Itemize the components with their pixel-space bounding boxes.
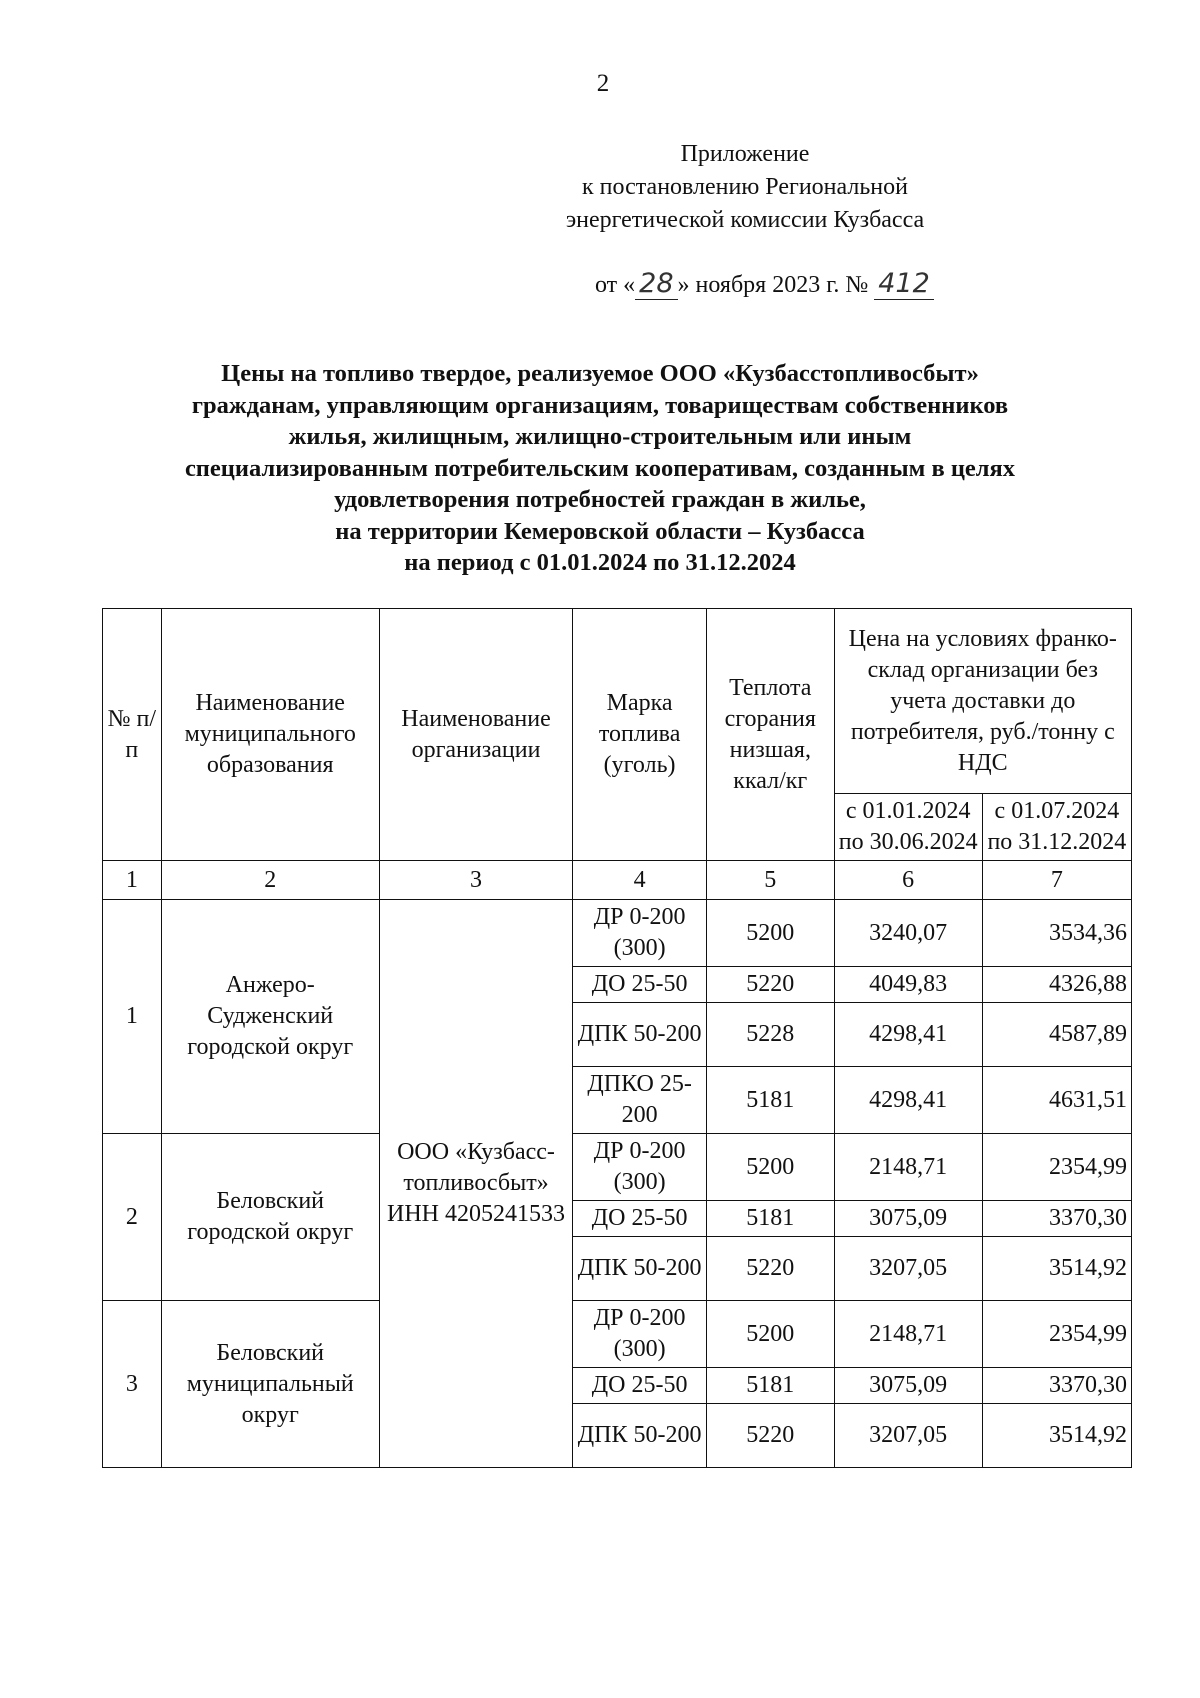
price-h1: 3075,09 — [834, 1201, 982, 1237]
column-number: 5 — [706, 861, 834, 900]
header-price-h1: с 01.01.2024 по 30.06.2024 — [834, 794, 982, 861]
title-line: гражданам, управляющим организациям, товариществам собственников — [191, 391, 1009, 419]
heat-value: 5200 — [706, 1134, 834, 1201]
price-h1: 3075,09 — [834, 1368, 982, 1404]
title-line: на период с 01.01.2024 по 31.12.2024 — [404, 549, 796, 576]
heat-value: 5220 — [706, 967, 834, 1003]
municipality-name: Анжеро-Судженский городской округ — [161, 900, 379, 1134]
heat-value: 5200 — [706, 1301, 834, 1368]
fuel-brand: ДО 25-50 — [573, 1368, 707, 1404]
fuel-brand: ДПК 50-200 — [573, 1404, 707, 1468]
header-organization: Наименование организации — [379, 609, 572, 861]
price-h2: 3534,36 — [982, 900, 1131, 967]
price-h2: 4326,88 — [982, 967, 1131, 1003]
price-h1: 4049,83 — [834, 967, 982, 1003]
heat-value: 5220 — [706, 1404, 834, 1468]
price-h2: 4631,51 — [982, 1067, 1131, 1134]
header-price-group: Цена на условиях франко-склад организации без учета доставки до потребителя, руб./тонну с НДС — [834, 609, 1131, 794]
table-row — [103, 1301, 1132, 1368]
prices-table — [102, 608, 1132, 1468]
price-h2: 4587,89 — [982, 1003, 1131, 1067]
annex-date — [595, 268, 1015, 300]
annex-line: Приложение — [680, 141, 810, 167]
table-row — [103, 900, 1132, 967]
organization-name: ООО «Кузбасс-топливосбыт» ИНН 4205241533 — [379, 900, 572, 1468]
header-num: № п/п — [103, 609, 162, 861]
column-number: 2 — [161, 861, 379, 900]
date-middle: » ноября 2023 г. № — [677, 272, 869, 298]
header-price-h2: с 01.07.2024 по 31.12.2024 — [982, 794, 1131, 861]
column-numbers-row — [103, 861, 1132, 900]
fuel-brand: ДР 0-200 (300) — [573, 1301, 707, 1368]
title-line: Цены на топливо твердое, реализуемое ООО «Кузбасстопливосбыт» — [221, 360, 979, 387]
price-h1: 4298,41 — [834, 1003, 982, 1067]
header-row — [103, 609, 1132, 794]
fuel-brand: ДПК 50-200 — [573, 1237, 707, 1301]
heat-value: 5181 — [706, 1201, 834, 1237]
title-line: специализированным потребительским кооперативам, созданным в целях — [184, 454, 1016, 482]
row-number: 2 — [103, 1134, 162, 1301]
annex-line: энергетической комиссии Кузбасса — [565, 207, 925, 233]
header-fuel-brand: Марка топлива (уголь) — [573, 609, 707, 861]
heat-value: 5228 — [706, 1003, 834, 1067]
column-number: 3 — [379, 861, 572, 900]
title-line: удовлетворения потребностей граждан в жилье, — [334, 486, 866, 513]
price-h1: 4298,41 — [834, 1067, 982, 1134]
document-title — [130, 358, 1070, 579]
handwritten-number: 412 — [874, 268, 934, 300]
price-h2: 3514,92 — [982, 1237, 1131, 1301]
municipality-name: Беловский муниципальный округ — [161, 1301, 379, 1468]
price-h2: 3370,30 — [982, 1368, 1131, 1404]
column-number: 1 — [103, 861, 162, 900]
heat-value: 5181 — [706, 1368, 834, 1404]
annex-block — [520, 138, 970, 237]
header-heat-value: Теплота сгорания низшая, ккал/кг — [706, 609, 834, 861]
handwritten-day: 28 — [635, 268, 677, 300]
price-h1: 2148,71 — [834, 1134, 982, 1201]
municipality-name: Беловский городской округ — [161, 1134, 379, 1301]
column-number: 7 — [982, 861, 1131, 900]
row-number: 1 — [103, 900, 162, 1134]
heat-value: 5200 — [706, 900, 834, 967]
annex-line: к постановлению Региональной — [582, 174, 908, 200]
heat-value: 5220 — [706, 1237, 834, 1301]
header-municipality: Наименование муниципального образования — [161, 609, 379, 861]
table-row — [103, 1134, 1132, 1201]
price-h2: 2354,99 — [982, 1134, 1131, 1201]
title-line: жилья, жилищным, жилищно-строительным или иным — [288, 423, 912, 450]
price-h2: 3370,30 — [982, 1201, 1131, 1237]
fuel-brand: ДПКО 25-200 — [573, 1067, 707, 1134]
date-prefix: от « — [595, 272, 636, 298]
row-number: 3 — [103, 1301, 162, 1468]
price-h2: 2354,99 — [982, 1301, 1131, 1368]
page-number: 2 — [596, 70, 610, 97]
price-h1: 3207,05 — [834, 1237, 982, 1301]
column-number: 4 — [573, 861, 707, 900]
fuel-brand: ДО 25-50 — [573, 967, 707, 1003]
heat-value: 5181 — [706, 1067, 834, 1134]
column-number: 6 — [834, 861, 982, 900]
fuel-brand: ДПК 50-200 — [573, 1003, 707, 1067]
price-h1: 3207,05 — [834, 1404, 982, 1468]
fuel-brand: ДР 0-200 (300) — [573, 1134, 707, 1201]
price-h1: 3240,07 — [834, 900, 982, 967]
price-h1: 2148,71 — [834, 1301, 982, 1368]
fuel-brand: ДО 25-50 — [573, 1201, 707, 1237]
price-h2: 3514,92 — [982, 1404, 1131, 1468]
title-line: на территории Кемеровской области – Кузбасса — [335, 517, 865, 545]
fuel-brand: ДР 0-200 (300) — [573, 900, 707, 967]
